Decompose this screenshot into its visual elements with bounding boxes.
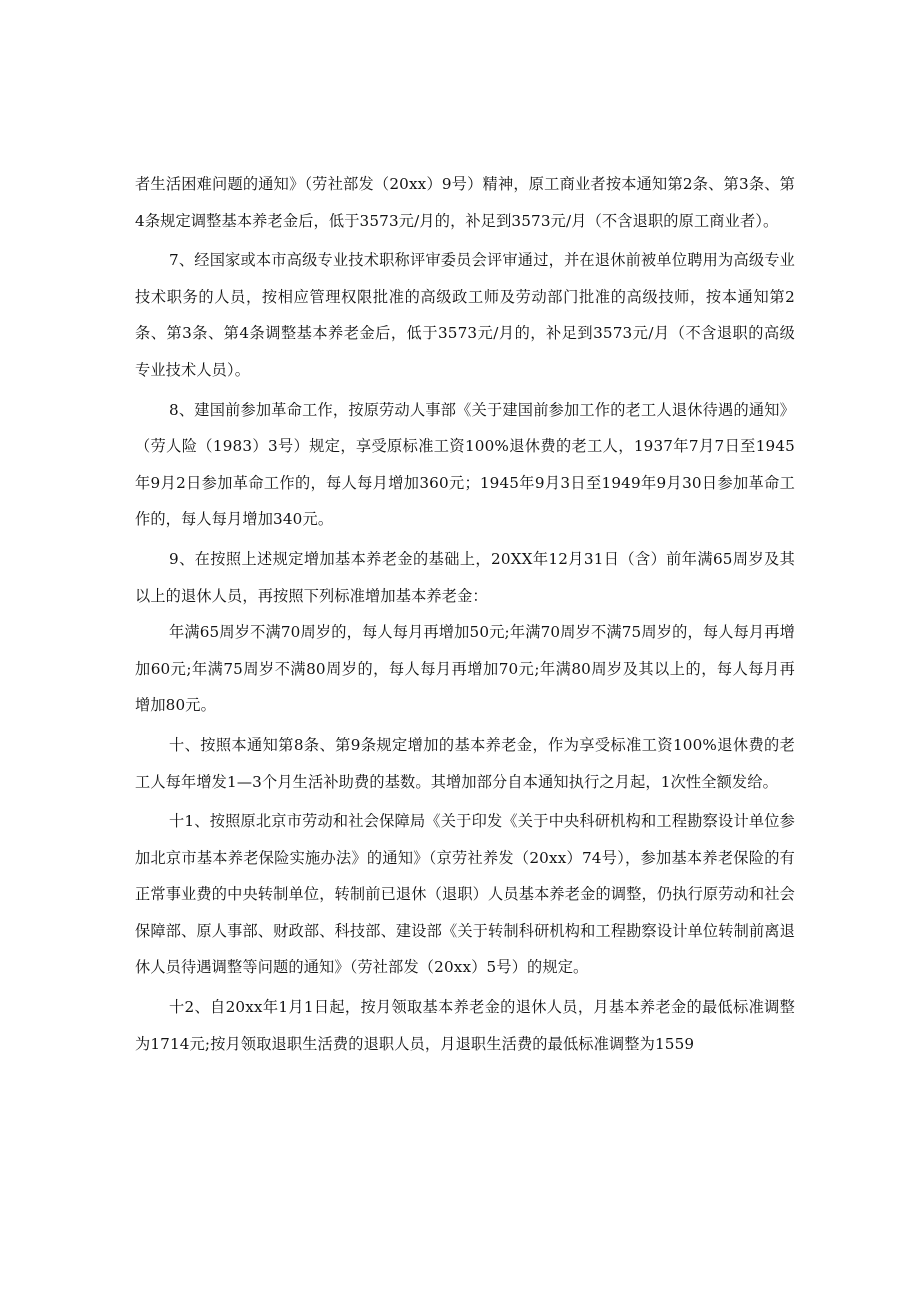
- paragraph-item-12: 十2、自20xx年1月1日起，按月领取基本养老金的退休人员，月基本养老金的最低标准调整为1714元;按月领取退职生活费的退职人员，月退职生活费的最低标准调整为1559: [135, 998, 795, 1053]
- paragraph-item-11: 十1、按照原北京市劳动和社会保障局《关于印发《关于中央科研机构和工程勘察设计单位参加北京市基本养老保险实施办法》的通知》（京劳社养发（20xx）74号），参加基本养老保险的有正常事业费的中央转制单位，转制前已退休（退职）人员基本养老金的调整，仍执行原劳动和社会保障部、原人事部、财政部、科技部、建设部《关于转制科研机构和工程勘察设计单位转制前离退休人员待遇调整等问题的通知》（劳社部发（20xx）5号）的规定。: [135, 812, 795, 977]
- paragraph-continuation: 者生活困难问题的通知》（劳社部发（20xx）9号）精神，原工商业者按本通知第2条、第3条、第4条规定调整基本养老金后，低于3573元/月的，补足到3573元/月（不含退职的原工商业者）。: [135, 175, 795, 230]
- paragraph-item-7: 7、经国家或本市高级专业技术职称评审委员会评审通过，并在退休前被单位聘用为高级专业技术职务的人员，按相应管理权限批准的高级政工师及劳动部门批准的高级技师，按本通知第2条、第3条、第4条调整基本养老金后，低于3573元/月的，补足到3573元/月（不含退职的高级专业技术人员）。: [135, 251, 795, 379]
- document-body: [135, 166, 795, 1062]
- paragraph-item-9-detail: 年满65周岁不满70周岁的，每人每月再增加50元;年满70周岁不满75周岁的，每人每月再增加60元;年满75周岁不满80周岁的，每人每月再增加70元;年满80周岁及其以上的，每人每月再增加80元。: [135, 623, 795, 715]
- paragraph-item-10: 十、按照本通知第8条、第9条规定增加的基本养老金，作为享受标准工资100%退休费的老工人每年增发1—3个月生活补助费的基数。其增加部分自本通知执行之月起，1次性全额发给。: [135, 735, 795, 791]
- paragraph-item-8: 8、建国前参加革命工作，按原劳动人事部《关于建国前参加工作的老工人退休待遇的通知》（劳人险（1983）3号）规定，享受原标准工资100%退休费的老工人，1937年7月7日至1945年9月2日参加革命工作的，每人每月增加360元；1945年9月3日至1949年9月30日参加革命工作的，每人每月增加340元。: [135, 400, 795, 529]
- paragraph-item-9: 9、在按照上述规定增加基本养老金的基础上，20XX年12月31日（含）前年满65周岁及其以上的退休人员，再按照下列标准增加基本养老金：: [135, 549, 795, 605]
